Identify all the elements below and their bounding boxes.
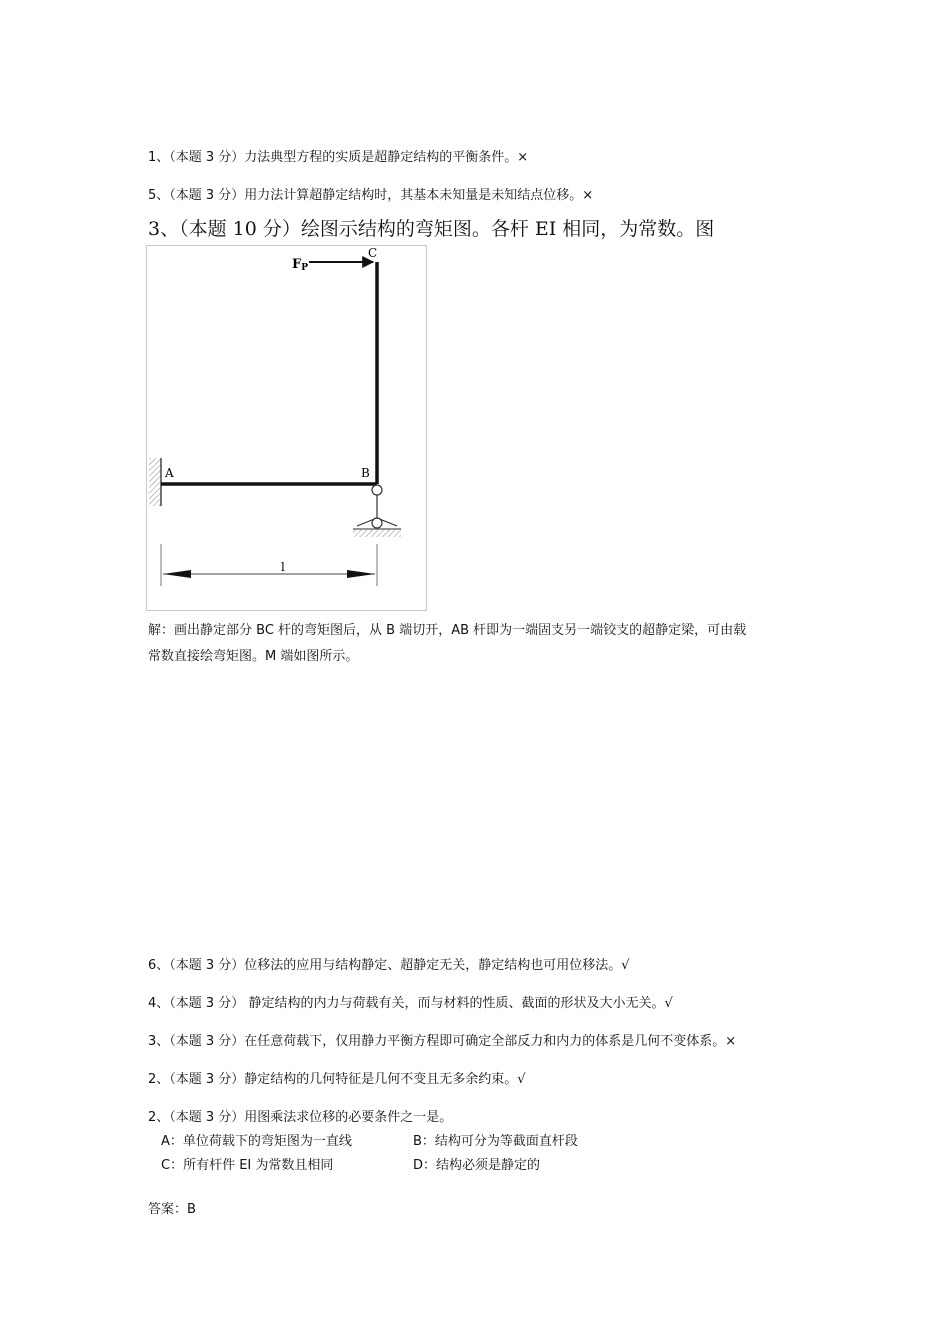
ground-hatch [353,529,401,537]
question-4: 4、（本题 3 分） 静定结构的内力与荷载有关，而与材料的性质、截面的形状及大小无关。√ [148,996,673,1011]
fixed-support-hatch [149,458,161,506]
option-d: D：结构必须是静定的 [413,1158,541,1173]
frame-diagram [147,246,428,612]
hinge-support [372,518,382,528]
question-1: 1、（本题 3 分）力法典型方程的实质是超静定结构的平衡条件。× [148,150,529,165]
dimension-arrow-left [163,570,191,578]
solution-line-1: 解：画出静定部分 BC 杆的弯矩图后，从 B 端切开，AB 杆即为一端固支另一端铰支的超静定梁，可由载 [148,623,747,638]
question-3-title: 3、（本题 10 分）绘图示结构的弯矩图。各杆 EI 相同，为常数。图 [148,218,715,240]
answer: 答案：B [148,1202,196,1217]
question-3b: 3、（本题 3 分）在任意荷载下，仅用静力平衡方程即可确定全部反力和内力的体系是几何不变体系。× [148,1034,737,1049]
question-6: 6、（本题 3 分）位移法的应用与结构静定、超静定无关，静定结构也可用位移法。√ [148,958,630,973]
structure-figure [146,245,427,611]
label-a: A [165,466,174,480]
label-fp: FP [292,257,309,273]
option-a: A：单位荷载下的弯矩图为一直线 [161,1134,352,1149]
hinge-b [372,485,382,495]
label-l: l [281,560,285,574]
option-c: C：所有杆件 EI 为常数且相同 [161,1158,334,1173]
option-b: B：结构可分为等截面直杆段 [413,1134,578,1149]
question-5: 5、（本题 3 分）用力法计算超静定结构时，其基本未知量是未知结点位移。× [148,188,594,203]
question-2a: 2、（本题 3 分）静定结构的几何特征是几何不变且无多余约束。√ [148,1072,526,1087]
label-c: C [368,246,378,260]
dimension-arrow-right [347,570,375,578]
question-2b: 2、（本题 3 分）用图乘法求位移的必要条件之一是。 [148,1110,453,1125]
solution-line-2: 常数直接绘弯矩图。M 端如图所示。 [148,649,359,664]
label-b: B [361,466,370,480]
